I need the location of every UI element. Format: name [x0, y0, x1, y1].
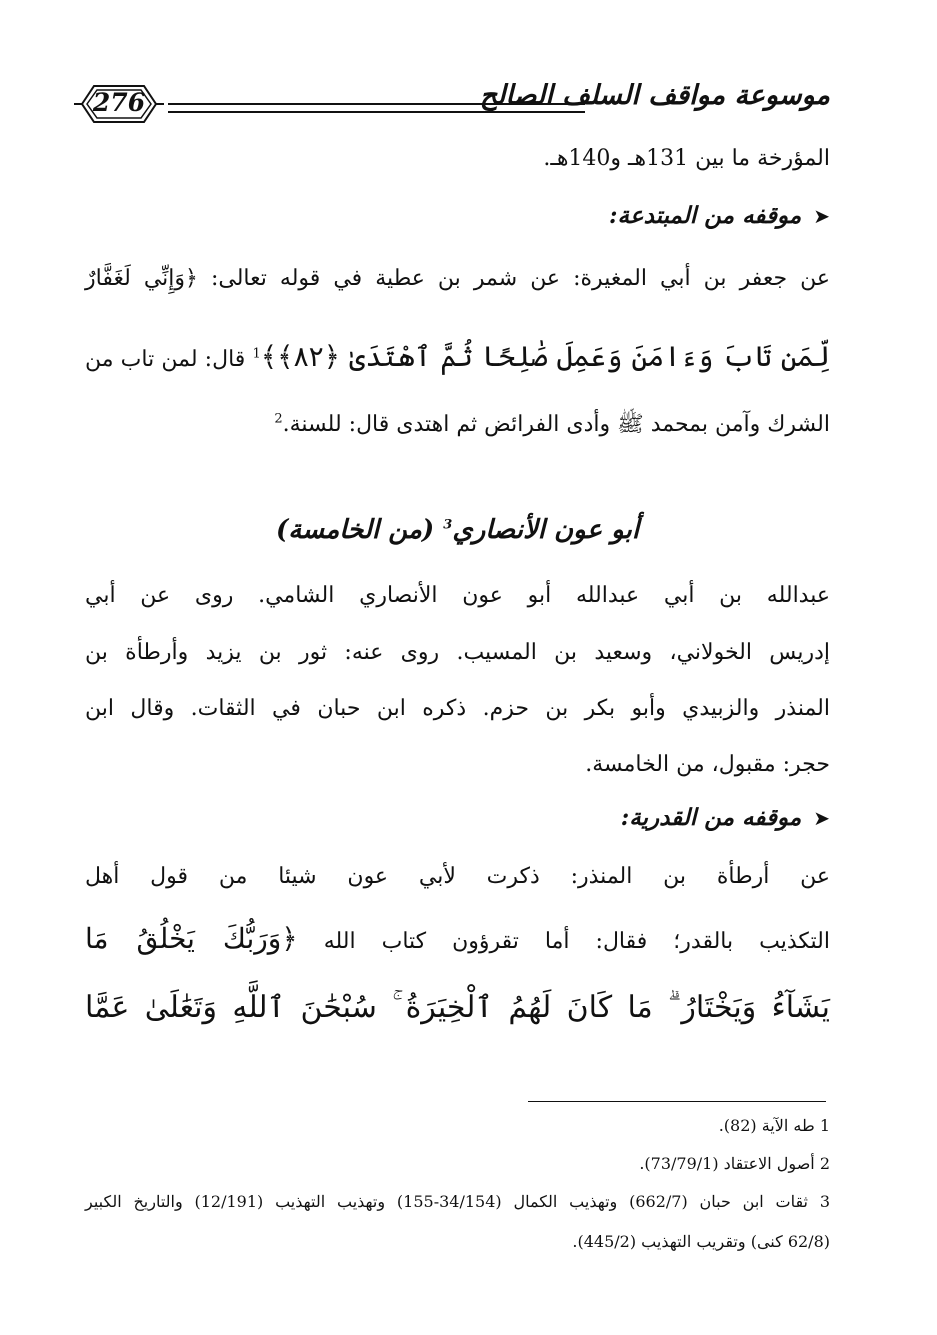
- footnote-2: 2 أصول الاعتقاد (73/79/1).: [639, 1154, 830, 1173]
- page-number-ornament: [74, 82, 164, 126]
- quran-verse: يَشَآءُ وَيَخْتَارُ ۗ مَا كَانَ لَهُمُ ٱلْخِيَرَةُ ۚ سُبْحَٰنَ ٱللَّهِ وَتَعَٰلَىٰ عَمَّا: [85, 990, 830, 1025]
- body-line: المؤرخة ما بين 131هـ و140هـ.: [543, 146, 830, 171]
- page-header: [60, 70, 830, 130]
- header-rule: [168, 103, 585, 113]
- heading-qadariyya: [621, 804, 830, 831]
- body-text: قال: لمن تاب من: [85, 347, 246, 372]
- footnote-1: 1 طه الآية (82).: [718, 1116, 830, 1135]
- body-line: المنذر والزبيدي وأبو بكر بن حزم. ذكره ابن حبان في الثقات. وقال ابن: [85, 696, 830, 721]
- footnote-ref: 2: [274, 411, 283, 427]
- heading-text: موقفه من القدرية:: [620, 804, 802, 831]
- body-line: [274, 410, 830, 442]
- section-subtitle: (من الخامسة): [275, 515, 435, 545]
- body-text: التكذيب بالقدر؛ فقال: أما تقرؤون كتاب الله: [323, 929, 830, 954]
- heading-innovators: [609, 202, 830, 229]
- body-line: عبدالله بن أبي عبدالله أبو عون الأنصاري الشامي. روى عن أبي: [85, 583, 830, 608]
- quran-verse: لِّمَن تَابَ وَءَامَنَ وَعَمِلَ صَٰلِحًا ثُمَّ ٱهْتَدَىٰ ﴿٨٢﴾﴾: [260, 340, 830, 373]
- arrow-bullet-icon: ➤: [813, 204, 830, 228]
- body-line: عن أرطأة بن المنذر: ذكرت لأبي عون شيئا من قول أهل: [85, 864, 830, 889]
- body-line-verse: [85, 340, 830, 373]
- heading-text: موقفه من المبتدعة:: [609, 202, 802, 229]
- section-title-text: أبو عون الأنصاري: [452, 515, 640, 545]
- section-title: [85, 515, 830, 545]
- footnote-ref: 1: [252, 346, 261, 362]
- arrow-bullet-icon: ➤: [813, 806, 830, 830]
- body-line: حجر: مقبول، من الخامسة.: [585, 752, 830, 777]
- footnote-rule: [528, 1101, 826, 1102]
- body-line: [85, 922, 830, 955]
- body-text: الشرك وآمن بمحمد ﷺ وأدى الفرائض ثم اهتدى قال: للسنة.: [282, 412, 830, 437]
- body-line-verse: [85, 990, 830, 1025]
- quran-verse: ﴿وَرَبُّكَ يَخْلُقُ مَا: [85, 922, 298, 955]
- body-line: عن جعفر بن أبي المغيرة: عن شمر بن عطية في قوله تعالى: ﴿وَإِنِّي لَغَفَّارٌ: [85, 266, 830, 291]
- footnote-3: 3 ثقات ابن حبان (662/7) وتهذيب الكمال (34/154-155) وتهذيب التهذيب (12/191) والتاريخ الكبير: [85, 1192, 830, 1211]
- page-number: 276: [92, 88, 146, 117]
- body-line: إدريس الخولاني، وسعيد بن المسيب. روى عنه: ثور بن يزيد وأرطأة بن: [85, 640, 830, 665]
- footnote-3-cont: (62/8 كنى) وتقريب التهذيب (445/2).: [572, 1232, 830, 1251]
- footnote-ref: 3: [443, 517, 453, 533]
- header-title: موسوعة مواقف السلف الصالح: [479, 80, 830, 111]
